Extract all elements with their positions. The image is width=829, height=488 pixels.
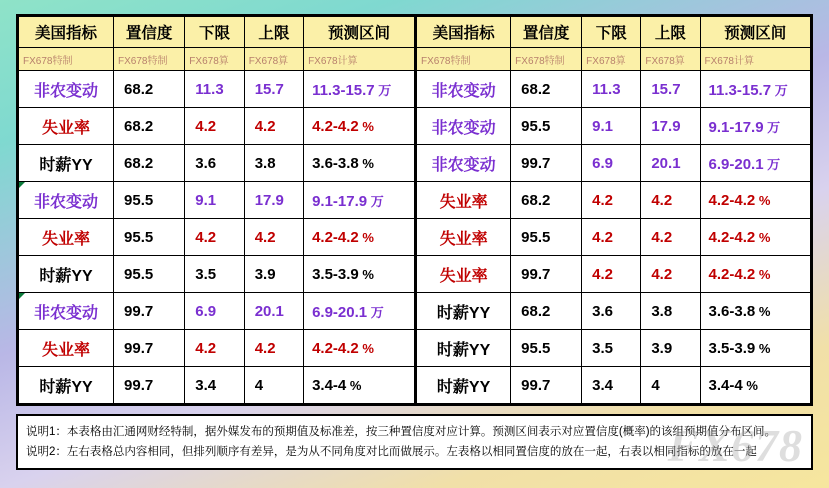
cell-indicator: 时薪YY	[19, 256, 114, 293]
sub-header-confidence: FX678特制	[114, 48, 185, 71]
cell-range	[700, 182, 810, 219]
cell-lower: 3.5	[185, 256, 244, 293]
range-value: 6.9-20.1	[708, 155, 764, 173]
cell-indicator: 失业率	[19, 219, 114, 256]
col-header-confidence: 置信度	[114, 17, 185, 48]
cell-confidence: 99.7	[114, 367, 185, 404]
cell-confidence: 99.7	[114, 330, 185, 367]
table-row	[19, 182, 415, 219]
sub-header-lower: FX678算	[185, 48, 244, 71]
watermark: FX678	[667, 420, 803, 471]
cell-range	[700, 293, 810, 330]
cell-indicator: 非农变动	[19, 182, 114, 219]
cell-range	[304, 293, 415, 330]
cell-lower: 4.2	[185, 108, 244, 145]
table-row	[19, 108, 415, 145]
cell-lower: 4.2	[582, 182, 641, 219]
range-unit: %	[358, 118, 374, 134]
cell-lower: 6.9	[185, 293, 244, 330]
sub-header-indicator: FX678特制	[19, 48, 114, 71]
range-unit: %	[755, 192, 771, 208]
cell-upper: 15.7	[641, 71, 700, 108]
cell-indicator: 失业率	[416, 219, 511, 256]
table-row	[416, 108, 811, 145]
range-value: 3.4-4	[708, 376, 743, 394]
right-table-body	[416, 71, 811, 404]
range-unit: %	[358, 340, 374, 356]
range-unit: 万	[367, 193, 384, 209]
cell-lower: 3.4	[185, 367, 244, 404]
cell-lower: 9.1	[185, 182, 244, 219]
cell-range	[700, 256, 810, 293]
cell-indicator: 非农变动	[19, 293, 114, 330]
cell-range	[304, 367, 415, 404]
cell-confidence: 95.5	[511, 108, 582, 145]
cell-lower: 3.6	[582, 293, 641, 330]
cell-confidence: 68.2	[511, 182, 582, 219]
sub-header-range: FX678计算	[304, 48, 415, 71]
range-unit: %	[358, 155, 374, 171]
cell-range	[304, 182, 415, 219]
col-header-upper: 上限	[244, 17, 303, 48]
cell-confidence: 68.2	[511, 71, 582, 108]
range-unit: %	[346, 377, 362, 393]
table-row	[416, 219, 811, 256]
right-subheader-row	[416, 48, 811, 71]
notes-box	[16, 414, 813, 470]
cell-upper: 20.1	[244, 293, 303, 330]
cell-upper: 4.2	[641, 256, 700, 293]
cell-range	[700, 108, 810, 145]
cell-indicator: 非农变动	[416, 108, 511, 145]
range-value: 4.2-4.2	[312, 339, 359, 357]
left-table	[18, 16, 415, 404]
cell-upper: 4.2	[641, 219, 700, 256]
range-unit: 万	[367, 304, 384, 320]
range-value: 9.1-17.9	[708, 118, 764, 136]
cell-confidence: 95.5	[114, 256, 185, 293]
range-value: 3.6-3.8	[708, 302, 756, 320]
cell-confidence: 68.2	[114, 108, 185, 145]
range-value: 4.2-4.2	[708, 265, 756, 283]
cell-confidence: 99.7	[511, 256, 582, 293]
cell-indicator: 时薪YY	[416, 330, 511, 367]
right-header-row	[416, 17, 811, 48]
table-row	[19, 330, 415, 367]
table-row	[416, 71, 811, 108]
cell-indicator: 失业率	[19, 108, 114, 145]
cell-upper: 4.2	[641, 182, 700, 219]
range-unit: %	[358, 266, 374, 282]
cell-range	[304, 108, 415, 145]
cell-upper: 3.9	[641, 330, 700, 367]
cell-confidence: 95.5	[114, 182, 185, 219]
range-unit: 万	[763, 119, 781, 135]
cell-lower: 3.6	[185, 145, 244, 182]
cell-lower: 6.9	[582, 145, 641, 182]
range-unit: %	[742, 377, 758, 393]
note-line-1: 说明1：本表格由汇通网财经特制，据外媒发布的预期值及标准差，按三种置信度对应计算。预测区间表示对应置信度(概率)的该组预期值分布区间。	[26, 426, 777, 438]
cell-confidence: 95.5	[511, 219, 582, 256]
cell-upper: 4.2	[244, 108, 303, 145]
cell-confidence: 95.5	[114, 219, 185, 256]
col-header-lower: 下限	[582, 17, 641, 48]
cell-upper: 4	[641, 367, 700, 404]
right-table	[415, 16, 811, 404]
cell-upper: 4.2	[244, 219, 303, 256]
cell-confidence: 68.2	[114, 145, 185, 182]
cell-upper: 17.9	[641, 108, 700, 145]
cell-confidence: 99.7	[511, 367, 582, 404]
table-row	[19, 367, 415, 404]
note-line-2: 说明2：左右表格总内容相同，但排列顺序有差异，是为从不同角度对比而做展示。左表格以相同置信度的放在一起，右表以相同指标的放在一起	[26, 446, 757, 459]
table-row	[416, 145, 811, 182]
range-value: 3.4-4	[312, 376, 347, 394]
range-value: 4.2-4.2	[312, 117, 359, 135]
cell-range	[304, 145, 415, 182]
range-unit: %	[755, 303, 771, 319]
cell-lower: 4.2	[582, 219, 641, 256]
table-row	[19, 293, 415, 330]
table-row	[416, 293, 811, 330]
cell-lower: 3.5	[582, 330, 641, 367]
sub-header-confidence: FX678特制	[511, 48, 582, 71]
cell-lower: 4.2	[582, 256, 641, 293]
cell-lower: 4.2	[185, 330, 244, 367]
cell-indicator: 失业率	[416, 256, 511, 293]
left-table-body	[19, 71, 415, 404]
range-unit: 万	[374, 82, 392, 98]
cell-indicator: 失业率	[416, 182, 511, 219]
range-value: 11.3-15.7	[312, 81, 375, 99]
cell-upper: 17.9	[244, 182, 303, 219]
left-header-row	[19, 17, 415, 48]
range-unit: %	[755, 340, 771, 356]
table-row	[19, 145, 415, 182]
table-row	[416, 256, 811, 293]
right-table-head	[416, 17, 811, 71]
cell-indicator: 非农变动	[19, 71, 114, 108]
sub-header-lower: FX678算	[582, 48, 641, 71]
range-value: 3.6-3.8	[312, 154, 359, 172]
cell-range	[304, 256, 415, 293]
cell-lower: 11.3	[582, 71, 641, 108]
cell-indicator: 失业率	[19, 330, 114, 367]
cell-upper: 3.9	[244, 256, 303, 293]
range-value: 4.2-4.2	[708, 228, 756, 246]
cell-range	[700, 71, 810, 108]
cell-confidence: 68.2	[511, 293, 582, 330]
col-header-indicator: 美国指标	[19, 17, 114, 48]
cell-range	[700, 330, 810, 367]
cell-range	[304, 219, 415, 256]
cell-upper: 4.2	[244, 330, 303, 367]
cell-indicator: 时薪YY	[416, 293, 511, 330]
cell-lower: 4.2	[185, 219, 244, 256]
cell-indicator: 时薪YY	[19, 145, 114, 182]
tables-container	[16, 14, 813, 406]
col-header-lower: 下限	[185, 17, 244, 48]
range-unit: %	[755, 229, 771, 245]
cell-lower: 11.3	[185, 71, 244, 108]
table-row	[19, 71, 415, 108]
cell-confidence: 99.7	[511, 145, 582, 182]
cell-confidence: 95.5	[511, 330, 582, 367]
table-row	[19, 219, 415, 256]
range-value: 9.1-17.9	[312, 192, 368, 210]
col-header-upper: 上限	[641, 17, 700, 48]
sub-header-upper: FX678算	[244, 48, 303, 71]
range-value: 3.5-3.9	[708, 339, 756, 357]
cell-range	[700, 367, 810, 404]
range-value: 6.9-20.1	[312, 303, 368, 321]
range-unit: %	[755, 266, 771, 282]
range-value: 11.3-15.7	[708, 81, 772, 99]
col-header-range: 预测区间	[304, 17, 415, 48]
range-unit: 万	[763, 156, 781, 172]
sub-header-indicator: FX678特制	[416, 48, 511, 71]
cell-upper: 3.8	[641, 293, 700, 330]
cell-lower: 3.4	[582, 367, 641, 404]
table-row	[416, 182, 811, 219]
table-row	[416, 367, 811, 404]
left-table-head	[19, 17, 415, 71]
cell-upper: 20.1	[641, 145, 700, 182]
cell-indicator: 时薪YY	[416, 367, 511, 404]
range-value: 4.2-4.2	[708, 191, 756, 209]
col-header-range: 预测区间	[700, 17, 810, 48]
left-subheader-row	[19, 48, 415, 71]
cell-indicator: 非农变动	[416, 145, 511, 182]
cell-indicator: 非农变动	[416, 71, 511, 108]
cell-upper: 3.8	[244, 145, 303, 182]
range-value: 4.2-4.2	[312, 228, 359, 246]
cell-confidence: 99.7	[114, 293, 185, 330]
table-row	[416, 330, 811, 367]
cell-range	[700, 219, 810, 256]
cell-range	[304, 71, 415, 108]
range-unit: 万	[771, 82, 788, 98]
sub-header-range: FX678计算	[700, 48, 810, 71]
sub-header-upper: FX678算	[641, 48, 700, 71]
cell-range	[304, 330, 415, 367]
cell-upper: 4	[244, 367, 303, 404]
cell-upper: 15.7	[244, 71, 303, 108]
col-header-indicator: 美国指标	[416, 17, 511, 48]
table-row	[19, 256, 415, 293]
col-header-confidence: 置信度	[511, 17, 582, 48]
cell-confidence: 68.2	[114, 71, 185, 108]
cell-indicator: 时薪YY	[19, 367, 114, 404]
range-value: 3.5-3.9	[312, 265, 359, 283]
cell-lower: 9.1	[582, 108, 641, 145]
cell-range	[700, 145, 810, 182]
range-unit: %	[358, 229, 374, 245]
